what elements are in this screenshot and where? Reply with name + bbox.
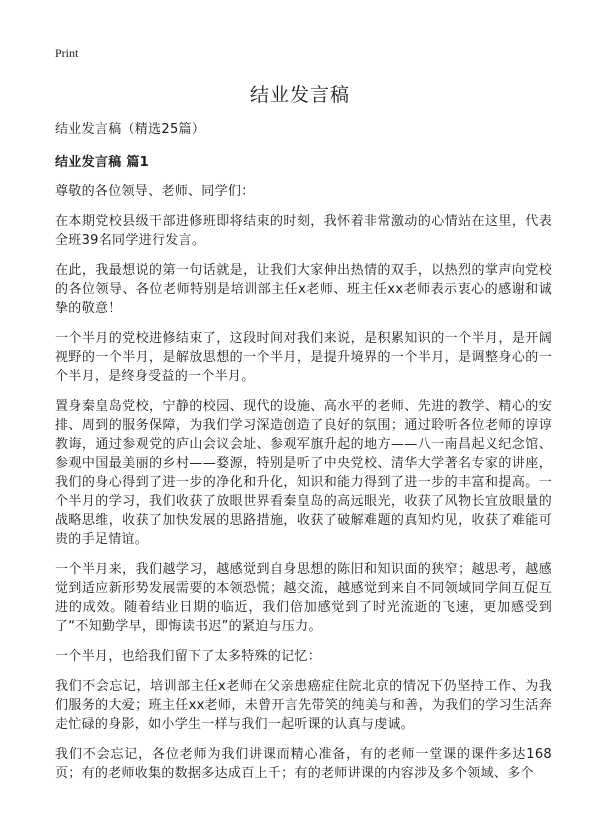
print-link[interactable]: Print: [55, 46, 79, 60]
document-body: [55, 120, 552, 794]
paragraph: 在此，我最想说的第一句话就是，让我们大家伸出热情的双手，以热烈的掌声向党校的各位领导、各位老师特别是培训部主任x老师、班主任xx老师表示衷心的感谢和诚挚的敬意！: [55, 263, 552, 316]
paragraph: 一个半月，也给我们留下了太多特殊的记忆：: [55, 649, 322, 664]
paragraph: 置身秦皇岛党校，宁静的校园、现代的设施、高水平的老师、先进的教学、精心的安排、周到的服务保障，为我们学习深造创造了良好的氛围；通过聆听各位老师的谆谆教诲，通过参观党的庐山会议会址、参观军旗升起的地方——八一南昌起义纪念馆、参观中国最美丽的乡村——婺源，特别是听了中央党校、清华大学著名专家的讲座，我们的身心得到了进一步的净化和升化，知识和能力得到了进一步的丰富和提高。一个半月的学习，我们收获了放眼世界看秦皇岛的高远眼光，收获了风物长宜放眼量的战略思维，收获了加快发展的思路措施，收获了破解难题的真知灼见，收获了难能可贵的手足情谊。: [55, 399, 552, 547]
document-title: 结业发言稿: [249, 84, 350, 106]
document-subtitle: 结业发言稿（精选25篇）: [55, 122, 206, 137]
paragraph: 在本期党校县级干部进修班即将结束的时刻，我怀着非常激动的心情站在这里，代表全班39名同学进行发言。: [55, 214, 552, 248]
paragraph-salutation: 尊敬的各位领导、老师、同学们：: [55, 184, 255, 199]
paragraph: 一个半月的党校进修结束了，这段时间对我们来说，是积累知识的一个半月，是开阔视野的一个半月，是解放思想的一个半月，是提升境界的一个半月，是调整身心的一个半月，是终身受益的一个半月。: [55, 331, 552, 384]
section-heading: 结业发言稿 篇1: [55, 155, 149, 170]
paragraph: 我们不会忘记，各位老师为我们讲课而精心准备，有的老师一堂课的课件多达168页；有的老师收集的数据多达成百上千；有的老师讲课的内容涉及多个领域、多个: [55, 747, 552, 781]
paragraph: 一个半月来，我们越学习，越感觉到自身思想的陈旧和知识面的狭窄；越思考，越感觉到适应新形势发展需要的本领恐慌；越交流，越感觉到来自不同领域同学间互促互进的成效。随着结业日期的临近，我们倍加感觉到了时光流逝的飞速，更加感受到了“不知勤学早，即悔读书迟”的紧迫与压力。: [55, 562, 552, 634]
paragraph: 我们不会忘记，培训部主任x老师在父亲患癌症住院北京的情况下仍坚持工作、为我们服务的大爱；班主任xx老师，未曾开言先带笑的纯美与和善，为我们的学习生活奔走忙碌的身影，如小学生一样与我们一起听课的认真与虔诚。: [55, 679, 552, 732]
